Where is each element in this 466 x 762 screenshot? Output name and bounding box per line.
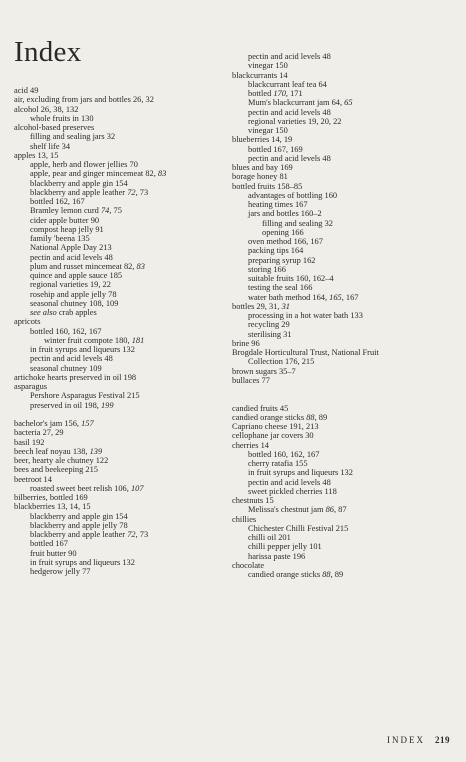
spacer bbox=[14, 410, 224, 419]
index-subentry: plum and russet mincemeat 82, 83 bbox=[30, 261, 145, 271]
index-subentry: preparing syrup 162 bbox=[248, 255, 316, 265]
index-subentry: Chichester Chilli Festival 215 bbox=[248, 523, 349, 533]
index-subentry: regional varieties 19, 20, 22 bbox=[248, 116, 342, 126]
index-subentry: cider apple butter 90 bbox=[30, 215, 100, 225]
index-entry: artichoke hearts preserved in oil 198 bbox=[14, 372, 137, 382]
index-subentry: sterilising 31 bbox=[248, 329, 292, 339]
index-subentry: bottled 170, 171 bbox=[248, 89, 303, 98]
index-subentry: pectin and acid levels 48 bbox=[30, 354, 113, 364]
index-entry: chillies bbox=[232, 514, 257, 524]
index-subentry: compost heap jelly 91 bbox=[30, 224, 104, 234]
index-subentry: family 'beena 135 bbox=[30, 234, 90, 243]
index-subentry: filling and sealing jars 32 bbox=[30, 132, 116, 142]
page-footer bbox=[387, 735, 450, 745]
index-subentry: fruit butter 90 bbox=[30, 548, 77, 558]
index-subentry: winter fruit compote 180, 181 bbox=[44, 335, 145, 345]
index-subentry: blackcurrant leaf tea 64 bbox=[248, 79, 327, 89]
index-subentry: jars and bottles 160–2 bbox=[248, 209, 322, 219]
index-subentry: vinegar 150 bbox=[248, 61, 288, 71]
index-subentry: see also crab apples bbox=[30, 308, 97, 317]
index-subentry: pectin and acid levels 48 bbox=[30, 252, 113, 262]
index-subentry: bottled 160, 162, 167 bbox=[30, 326, 102, 336]
index-column-left bbox=[14, 86, 224, 576]
index-subentry: whole fruits in 130 bbox=[30, 113, 94, 123]
index-subentry: water bath method 164, 165, 167 bbox=[248, 292, 359, 302]
index-entry: blackcurrants 14 bbox=[232, 70, 288, 80]
index-entry: beetroot 14 bbox=[14, 474, 52, 484]
index-subentry: pectin and acid levels 48 bbox=[248, 477, 331, 487]
index-subentry: Mum's blackcurrant jam 64, 65 bbox=[248, 98, 353, 108]
index-entry: blues and bay 169 bbox=[232, 163, 293, 172]
index-subentry: processing in a hot water bath 133 bbox=[248, 311, 363, 320]
index-entry: bullaces 77 bbox=[232, 375, 270, 385]
index-subentry: packing tips 164 bbox=[248, 246, 304, 256]
spacer bbox=[232, 394, 457, 403]
index-entry: blackberries 13, 14, 15 bbox=[14, 502, 91, 512]
index-entry: alcohol-based preserves bbox=[14, 123, 95, 132]
index-entry: apricots bbox=[14, 317, 41, 327]
index-subentry: harissa paste 196 bbox=[248, 551, 306, 561]
index-subentry: blackberry and apple leather 72, 73 bbox=[30, 530, 149, 539]
index-subentry: blackberry and apple gin 154 bbox=[30, 511, 128, 521]
index-entry: alcohol 26, 38, 132 bbox=[14, 104, 79, 114]
index-entry: bees and beekeeping 215 bbox=[14, 465, 98, 475]
index-subentry: regional varieties 19, 22 bbox=[30, 280, 111, 290]
spacer bbox=[232, 385, 457, 394]
index-subentry: quince and apple sauce 185 bbox=[30, 271, 123, 280]
index-entry: bacteria 27, 29 bbox=[14, 428, 64, 438]
index-subentry: pectin and acid levels 48 bbox=[248, 52, 331, 61]
index-subentry: apple, herb and flower jellies 70 bbox=[30, 160, 138, 169]
index-subentry: seasonal chutney 108, 109 bbox=[30, 298, 119, 308]
index-entry: Capriano cheese 191, 213 bbox=[232, 422, 319, 431]
index-entry: Brogdale Horticultural Trust, National Fruit bbox=[232, 348, 379, 357]
index-entry: brine 96 bbox=[232, 338, 260, 348]
page-title: Index bbox=[14, 36, 82, 68]
index-subentry: opening 166 bbox=[262, 227, 304, 237]
index-subentry: Melissa's chestnut jam 86, 87 bbox=[248, 505, 347, 515]
index-entry: bachelor's jam 156, 157 bbox=[14, 419, 94, 428]
index-entry: brown sugars 35–7 bbox=[232, 366, 296, 376]
index-entry: beech leaf noyau 138, 139 bbox=[14, 446, 103, 456]
index-subentry: Pershore Asparagus Festival 215 bbox=[30, 391, 140, 401]
index-subentry: vinegar 150 bbox=[248, 126, 288, 135]
index-subentry: hedgerow jelly 77 bbox=[30, 567, 91, 576]
index-entry: chocolate bbox=[232, 560, 265, 570]
index-subentry: candied orange sticks 88, 89 bbox=[248, 570, 344, 579]
index-entry: blueberries 14, 19 bbox=[232, 135, 293, 145]
index-subentry: storing 166 bbox=[248, 264, 286, 274]
index-subentry: advantages of bottling 160 bbox=[248, 190, 338, 200]
index-subentry: bottled 162, 167 bbox=[30, 197, 85, 206]
index-subentry: testing the seal 166 bbox=[248, 283, 313, 293]
index-entry: candied fruits 45 bbox=[232, 403, 289, 413]
index-subentry: Bramley lemon curd 74, 75 bbox=[30, 206, 122, 216]
index-subentry: Collection 176, 215 bbox=[248, 357, 315, 367]
index-subentry: filling and sealing 32 bbox=[262, 218, 333, 228]
index-subentry: bottled 160, 162, 167 bbox=[248, 449, 320, 459]
index-subentry: apple, pear and ginger mincemeat 82, 83 bbox=[30, 169, 167, 179]
index-entry: cellophane jar covers 30 bbox=[232, 431, 314, 441]
index-entry: asparagus bbox=[14, 382, 48, 391]
index-subentry: roasted sweet beet relish 106, 107 bbox=[30, 483, 144, 493]
index-subentry: sweet pickled cherries 118 bbox=[248, 486, 337, 496]
index-subentry: chilli oil 201 bbox=[248, 533, 291, 542]
index-entry: borage honey 81 bbox=[232, 172, 288, 182]
index-entry: chestnuts 15 bbox=[232, 496, 274, 505]
index-subentry: recycling 29 bbox=[248, 320, 290, 330]
index-subentry: suitable fruits 160, 162–4 bbox=[248, 274, 334, 283]
index-entry: apples 13, 15 bbox=[14, 150, 59, 160]
index-entry: beer, hearty ale chutney 122 bbox=[14, 456, 109, 465]
index-subentry: cherry ratafia 155 bbox=[248, 459, 308, 468]
index-subentry: in fruit syrups and liqueurs 132 bbox=[248, 468, 353, 478]
index-entry: acid 49 bbox=[14, 86, 39, 95]
index-entry: bottles 29, 31, 31 bbox=[232, 301, 290, 311]
index-entry: candied orange sticks 88, 89 bbox=[232, 412, 328, 422]
index-entry: basil 192 bbox=[14, 437, 45, 447]
index-entry: bottled fruits 158–85 bbox=[232, 181, 303, 191]
index-entry: air, excluding from jars and bottles 26, 32 bbox=[14, 95, 154, 105]
index-entry: cherries 14 bbox=[232, 440, 269, 450]
index-subentry: blackberry and apple gin 154 bbox=[30, 178, 128, 188]
footer-label: INDEX bbox=[387, 735, 425, 745]
index-entry: bilberries, bottled 169 bbox=[14, 493, 88, 502]
index-subentry: seasonal chutney 109 bbox=[30, 363, 102, 373]
index-subentry: blackberry and apple jelly 78 bbox=[30, 520, 128, 530]
index-subentry: oven method 166, 167 bbox=[248, 237, 323, 246]
index-subentry: National Apple Day 213 bbox=[30, 243, 112, 253]
index-subentry: bottled 167, 169 bbox=[248, 144, 303, 154]
index-subentry: pectin and acid levels 48 bbox=[248, 153, 331, 163]
index-subentry: in fruit syrups and liqueurs 132 bbox=[30, 345, 135, 354]
index-subentry: blackberry and apple leather 72, 73 bbox=[30, 187, 149, 197]
index-column-right bbox=[232, 52, 457, 579]
index-subentry: in fruit syrups and liqueurs 132 bbox=[30, 557, 135, 567]
index-subentry: heating times 167 bbox=[248, 200, 308, 209]
page-number: 219 bbox=[435, 735, 450, 745]
index-subentry: chilli pepper jelly 101 bbox=[248, 542, 322, 552]
index-subentry: preserved in oil 198, 199 bbox=[30, 400, 114, 410]
index-subentry: shelf life 34 bbox=[30, 141, 71, 151]
index-subentry: bottled 167 bbox=[30, 539, 68, 549]
index-subentry: rosehip and apple jelly 78 bbox=[30, 289, 117, 299]
index-subentry: pectin and acid levels 48 bbox=[248, 107, 331, 117]
